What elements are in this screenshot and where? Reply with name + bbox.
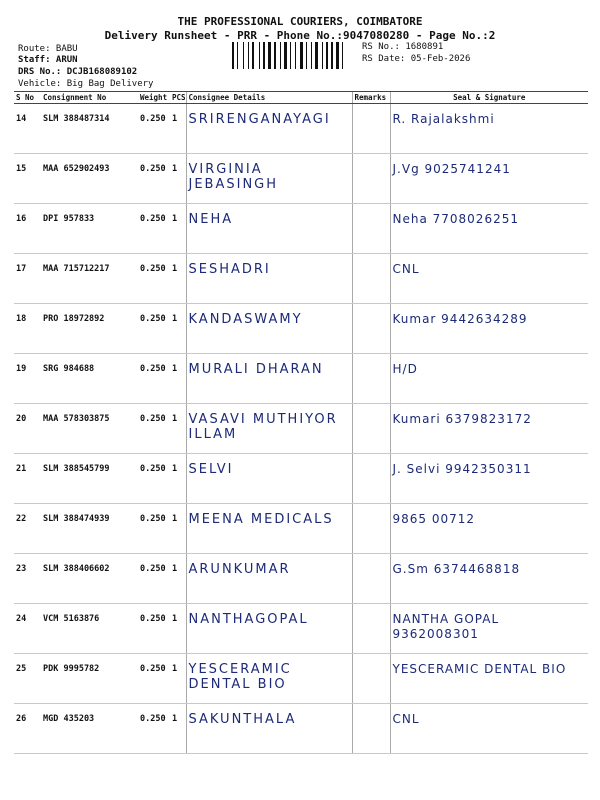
consignment-cell: SLM 388474939 [41,504,138,554]
table-row [14,504,588,554]
table-row [14,654,588,704]
signature-cell: R. Rajalakshmi [390,104,588,154]
table-header-row [14,92,588,104]
consignee-cell: MEENA MEDICALS [186,504,352,554]
pcs-cell: 1 [170,104,186,154]
consignee-cell: SELVI [186,454,352,504]
consignment-cell: VCM 5163876 [41,604,138,654]
table-row [14,554,588,604]
runsheet-subtitle: Delivery Runsheet - PRR - Phone No.:9047080280 - Page No.:2 [104,29,496,42]
signature-cell: J.Vg 9025741241 [390,154,588,204]
weight-cell: 0.250 [138,504,170,554]
table-row [14,404,588,454]
remarks-cell [352,604,390,654]
sno-cell: 25 [14,654,41,704]
route-label: Route: BABU [18,44,78,54]
sno-cell: 18 [14,304,41,354]
weight-cell: 0.250 [138,454,170,504]
signature-cell: Kumar 9442634289 [390,304,588,354]
remarks-cell [352,254,390,304]
signature-cell: H/D [390,354,588,404]
sno-cell: 14 [14,104,41,154]
consignment-cell: MAA 652902493 [41,154,138,204]
table-row [14,354,588,404]
sno-cell: 26 [14,704,41,754]
consignment-cell: SLM 388487314 [41,104,138,154]
consignment-cell: MGD 435203 [41,704,138,754]
sno-cell: 24 [14,604,41,654]
pcs-cell: 1 [170,404,186,454]
sno-cell: 19 [14,354,41,404]
consignee-cell: ARUNKUMAR [186,554,352,604]
signature-cell: J. Selvi 9942350311 [390,454,588,504]
pcs-cell: 1 [170,654,186,704]
table-row [14,154,588,204]
table-row [14,104,588,154]
rs-date: RS Date: 05-Feb-2026 [362,54,471,64]
signature-cell: G.Sm 6374468818 [390,554,588,604]
signature-cell: CNL [390,704,588,754]
table-row [14,454,588,504]
sno-cell: 20 [14,404,41,454]
consignment-cell: SLM 388406602 [41,554,138,604]
col-remarks-header: Remarks [352,92,390,104]
sno-cell: 16 [14,204,41,254]
weight-cell: 0.250 [138,304,170,354]
weight-cell: 0.250 [138,354,170,404]
consignee-cell: SRIRENGANAYAGI [186,104,352,154]
remarks-cell [352,304,390,354]
consignee-cell: SESHADRI [186,254,352,304]
consignee-cell: YESCERAMIC DENTAL BIO [186,654,352,704]
col-weight-header: Weight [138,92,170,104]
remarks-cell [352,104,390,154]
remarks-cell [352,554,390,604]
col-consignment-header: Consignment No [41,92,138,104]
pcs-cell: 1 [170,554,186,604]
signature-cell: CNL [390,254,588,304]
col-pcs-header: PCS [172,93,186,102]
pcs-cell: 1 [170,254,186,304]
sno-cell: 22 [14,504,41,554]
signature-cell: Kumari 6379823172 [390,404,588,454]
consignment-cell: SLM 388545799 [41,454,138,504]
weight-cell: 0.250 [138,654,170,704]
sno-cell: 23 [14,554,41,604]
weight-cell: 0.250 [138,154,170,204]
col-sno-header: S No [14,92,41,104]
drs-label: DRS No.: DCJB168089102 [18,67,138,77]
consignment-cell: PDK 9995782 [41,654,138,704]
company-title: THE PROFESSIONAL COURIERS, COIMBATORE [177,15,423,28]
remarks-cell [352,504,390,554]
pcs-cell: 1 [170,354,186,404]
weight-cell: 0.250 [138,604,170,654]
signature-cell: Neha 7708026251 [390,204,588,254]
barcode [232,42,357,69]
weight-cell: 0.250 [138,204,170,254]
consignee-cell: VIRGINIA JEBASINGH [186,154,352,204]
consignment-cell: MAA 715712217 [41,254,138,304]
table-row [14,204,588,254]
remarks-cell [352,454,390,504]
pcs-cell: 1 [170,454,186,504]
runsheet-table [14,91,588,754]
pcs-cell: 1 [170,154,186,204]
signature-cell: 9865 00712 [390,504,588,554]
consignee-cell: KANDASWAMY [186,304,352,354]
table-row [14,304,588,354]
consignee-cell: MURALI DHARAN [186,354,352,404]
signature-cell: YESCERAMIC DENTAL BIO [390,654,588,704]
table-row [14,254,588,304]
col-signature-header: Seal & Signature [390,92,588,104]
table-row [14,704,588,754]
pcs-cell: 1 [170,304,186,354]
vehicle-label: Vehicle: Big Bag Delivery [18,79,154,89]
pcs-cell: 1 [170,604,186,654]
remarks-cell [352,204,390,254]
consignee-cell: NANTHAGOPAL [186,604,352,654]
table-row [14,604,588,654]
sno-cell: 15 [14,154,41,204]
consignment-cell: DPI 957833 [41,204,138,254]
pcs-cell: 1 [170,704,186,754]
consignee-cell: VASAVI MUTHIYOR ILLAM [186,404,352,454]
consignee-cell: SAKUNTHALA [186,704,352,754]
col-consignee-header: Consignee Details [186,92,352,104]
staff-label: Staff: ARUN [18,55,78,65]
remarks-cell [352,404,390,454]
remarks-cell [352,704,390,754]
consignment-cell: PRO 18972892 [41,304,138,354]
pcs-cell: 1 [170,504,186,554]
remarks-cell [352,654,390,704]
weight-cell: 0.250 [138,104,170,154]
consignment-cell: MAA 578303875 [41,404,138,454]
signature-cell: NANTHA GOPAL 9362008301 [390,604,588,654]
sno-cell: 17 [14,254,41,304]
weight-cell: 0.250 [138,704,170,754]
sno-cell: 21 [14,454,41,504]
weight-cell: 0.250 [138,554,170,604]
rs-number: RS No.: 1680891 [362,42,444,52]
pcs-cell: 1 [170,204,186,254]
remarks-cell [352,154,390,204]
consignee-cell: NEHA [186,204,352,254]
weight-cell: 0.250 [138,404,170,454]
weight-cell: 0.250 [138,254,170,304]
remarks-cell [352,354,390,404]
consignment-cell: SRG 984688 [41,354,138,404]
